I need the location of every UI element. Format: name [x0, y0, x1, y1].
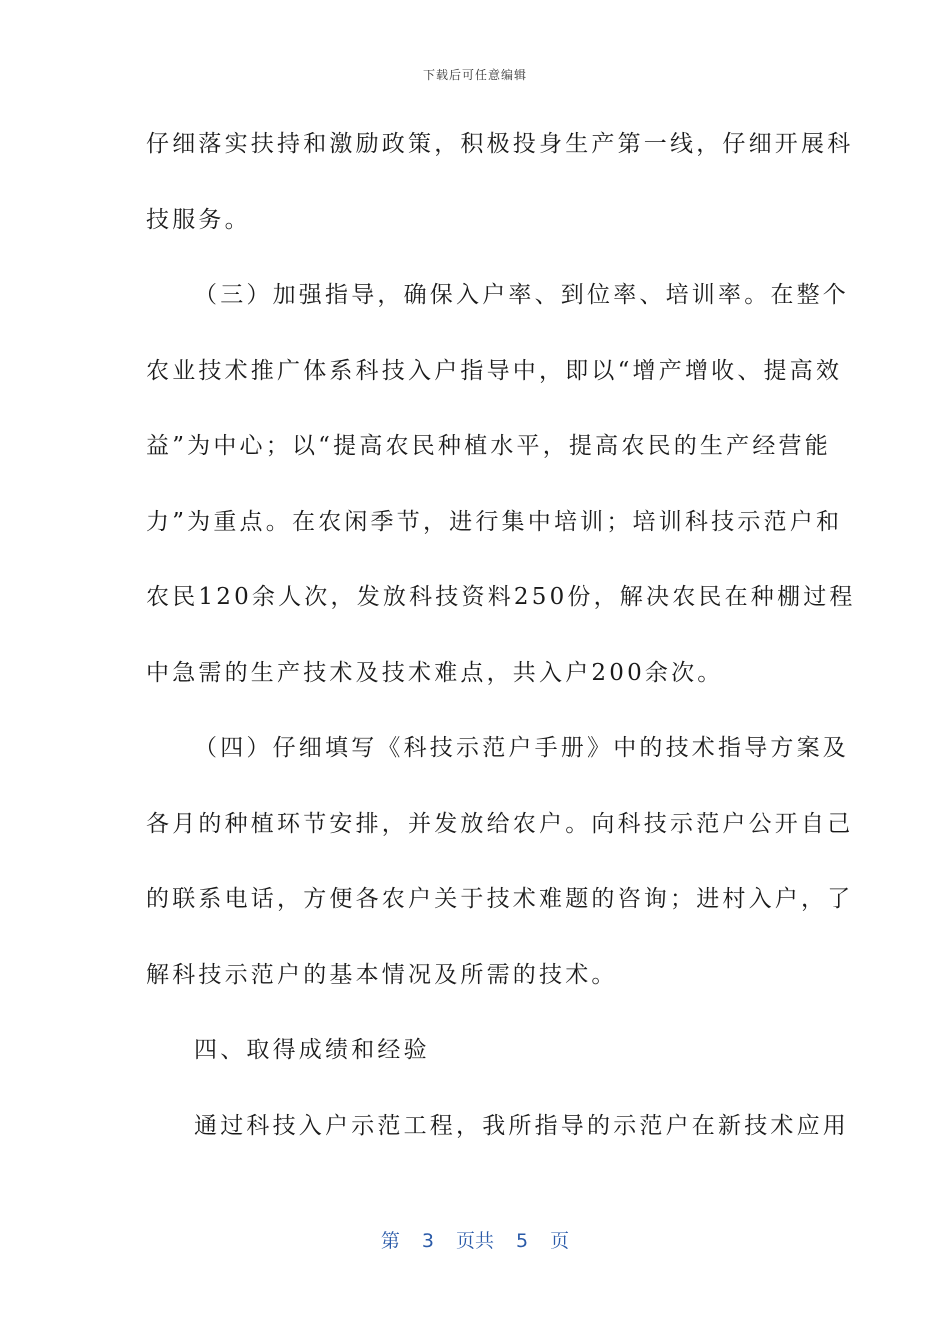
body-line: 仔细落实扶持和激励政策，积极投身生产第一线，仔细开展科 — [146, 131, 854, 157]
body-line: 农民120余人次，发放科技资料250份，解决农民在种棚过程 — [146, 584, 856, 610]
body-line: 各月的种植环节安排，并发放给农户。向科技示范户公开自己 — [146, 810, 854, 837]
document-body — [146, 118, 856, 1175]
section-heading: 四、取得成绩和经验 — [194, 1037, 430, 1063]
page-footer — [0, 1226, 950, 1253]
body-line: 益”为中心；以“提高农民种植水平，提高农民的生产经营能 — [146, 433, 831, 459]
paragraph-start-line: （四）仔细填写《科技示范户手册》中的技术指导方案及 — [194, 735, 849, 761]
page-header: 下载后可任意编辑 — [422, 68, 527, 82]
footer-prefix: 第 — [380, 1230, 400, 1252]
current-page-number: 3 — [421, 1230, 434, 1252]
body-line: 力”为重点。在农闲季节，进行集中培训；培训科技示范户和 — [146, 508, 843, 535]
footer-mid: 页共 — [455, 1230, 494, 1252]
body-line: 中急需的生产技术及技术难点，共入户200余次。 — [146, 659, 724, 686]
body-line: 农业技术推广体系科技入户指导中，即以“增产增收、提高效 — [146, 357, 843, 384]
body-line: 技服务。 — [146, 206, 251, 233]
paragraph-start-line: （三）加强指导，确保入户率、到位率、培训率。在整个 — [194, 282, 849, 308]
total-pages-number: 5 — [516, 1230, 529, 1252]
body-line: 的联系电话，方便各农户关于技术难题的咨询；进村入户，了 — [146, 886, 854, 912]
paragraph-start-line: 通过科技入户示范工程，我所指导的示范户在新技术应用 — [194, 1112, 849, 1139]
body-line: 解科技示范户的基本情况及所需的技术。 — [146, 961, 618, 988]
footer-suffix: 页 — [550, 1230, 570, 1252]
